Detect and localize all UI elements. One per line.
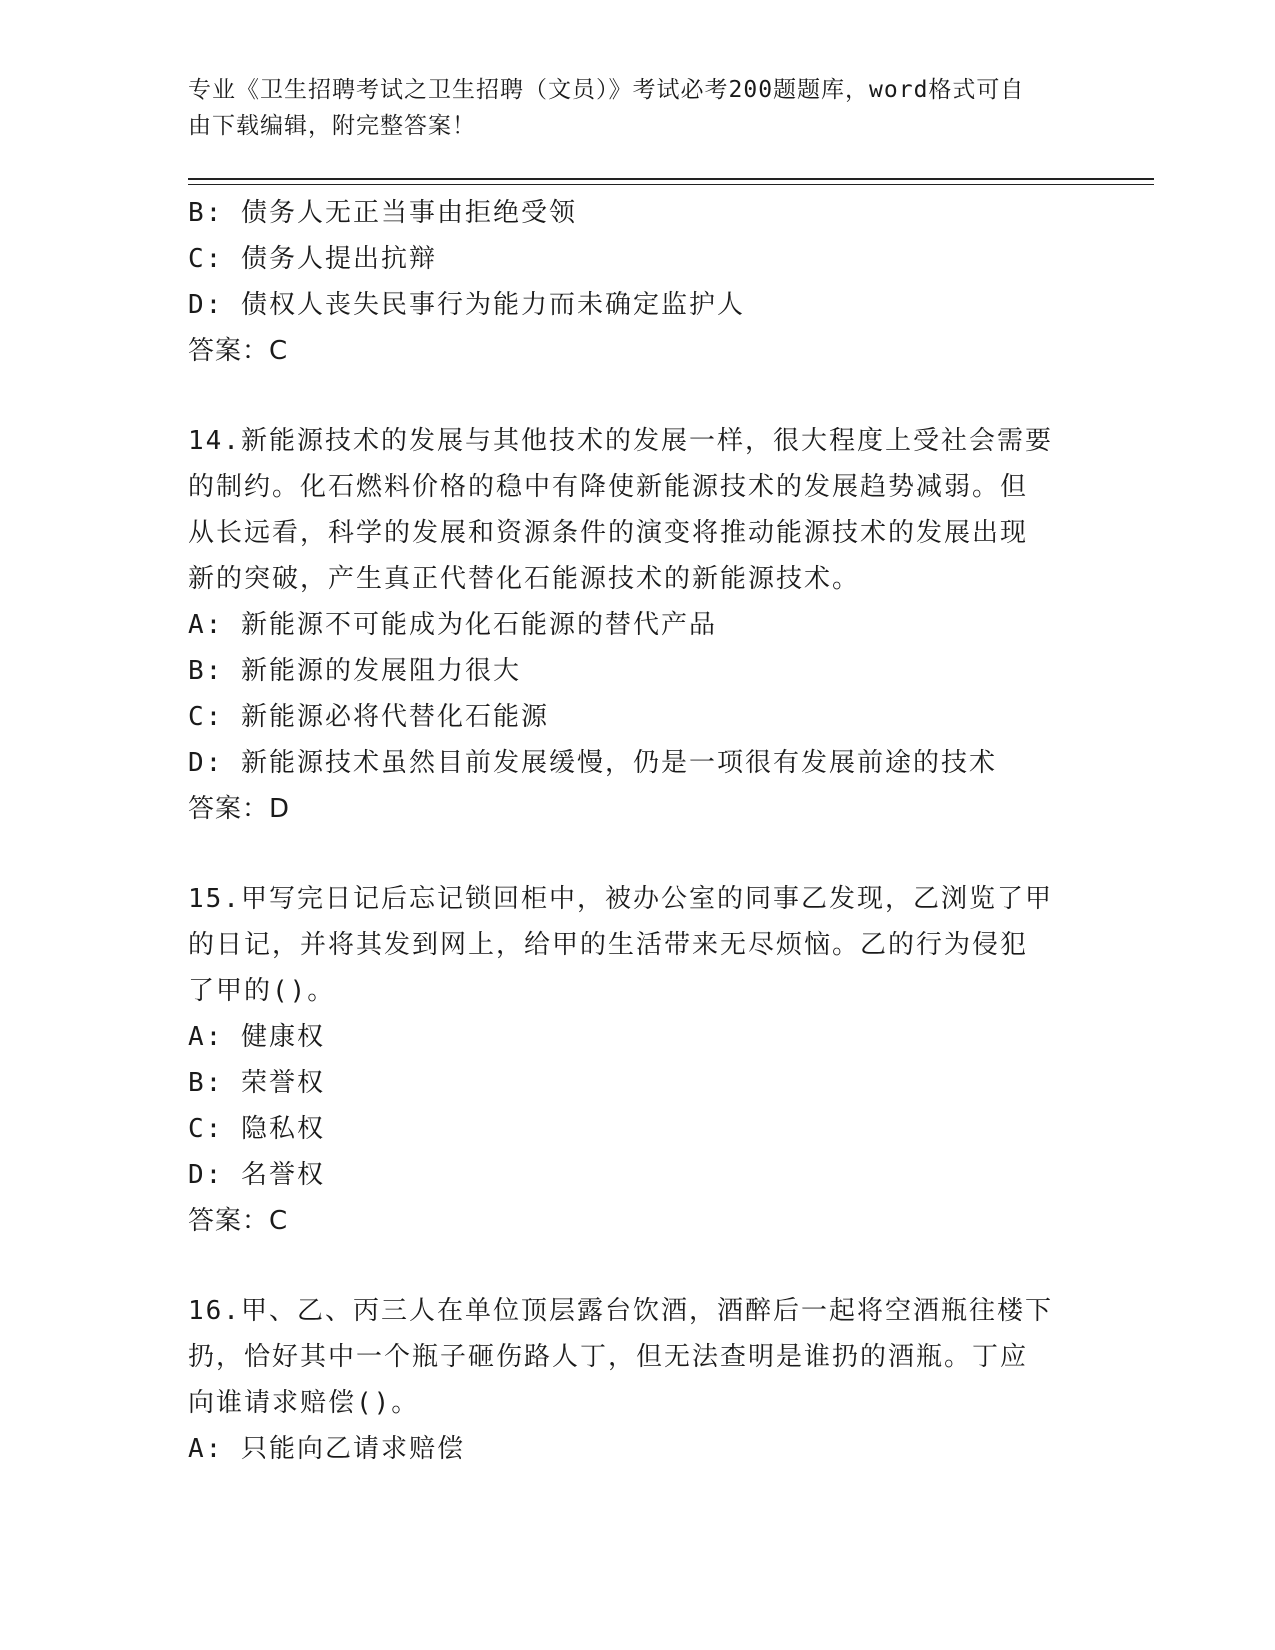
header-divider-thin xyxy=(188,184,1154,185)
option-c: C: 债务人提出抗辩 xyxy=(188,244,437,274)
question-spacer xyxy=(188,1244,1088,1288)
option-b: B: 新能源的发展阻力很大 xyxy=(188,656,521,686)
question-16 xyxy=(188,1288,1088,1472)
question-14 xyxy=(188,418,1088,832)
question-15 xyxy=(188,876,1088,1244)
header-line-1: 专业《卫生招聘考试之卫生招聘（文员）》考试必考200题题库，word格式可自 xyxy=(188,77,1025,103)
option-a: A: 只能向乙请求赔偿 xyxy=(188,1434,465,1464)
question-stem-line: 14.新能源技术的发展与其他技术的发展一样，很大程度上受社会需要 xyxy=(188,426,1053,456)
question-spacer xyxy=(188,374,1088,418)
option-a: A: 健康权 xyxy=(188,1022,325,1052)
question-stem-line: 新的突破，产生真正代替化石能源技术的新能源技术。 xyxy=(188,564,861,594)
option-d: D: 名誉权 xyxy=(188,1160,325,1190)
question-stem-line: 16.甲、乙、丙三人在单位顶层露台饮酒，酒醉后一起将空酒瓶往楼下 xyxy=(188,1296,1053,1326)
question-stem-line: 从长远看，科学的发展和资源条件的演变将推动能源技术的发展出现 xyxy=(188,518,1029,548)
question-stem-line: 向谁请求赔偿()。 xyxy=(188,1388,420,1418)
question-stem-line: 扔，恰好其中一个瓶子砸伤路人丁，但无法查明是谁扔的酒瓶。丁应 xyxy=(188,1342,1029,1372)
option-a: A: 新能源不可能成为化石能源的替代产品 xyxy=(188,610,717,640)
document-header xyxy=(188,72,1068,144)
option-b: B: 荣誉权 xyxy=(188,1068,325,1098)
option-d: D: 债权人丧失民事行为能力而未确定监护人 xyxy=(188,290,745,320)
header-divider-thick xyxy=(188,178,1154,180)
option-c: C: 新能源必将代替化石能源 xyxy=(188,702,549,732)
option-d: D: 新能源技术虽然目前发展缓慢，仍是一项很有发展前途的技术 xyxy=(188,748,997,778)
question-13-continued xyxy=(188,190,1088,374)
question-stem-line: 15.甲写完日记后忘记锁回柜中，被办公室的同事乙发现，乙浏览了甲 xyxy=(188,884,1053,914)
question-stem-line: 了甲的()。 xyxy=(188,976,336,1006)
question-stem-line: 的制约。化石燃料价格的稳中有降使新能源技术的发展趋势减弱。但 xyxy=(188,472,1029,502)
answer-line: 答案：C xyxy=(188,336,289,366)
question-spacer xyxy=(188,832,1088,876)
option-c: C: 隐私权 xyxy=(188,1114,325,1144)
question-content xyxy=(188,190,1088,1472)
question-stem-line: 的日记，并将其发到网上，给甲的生活带来无尽烦恼。乙的行为侵犯 xyxy=(188,930,1029,960)
answer-line: 答案：C xyxy=(188,1206,289,1236)
option-b: B: 债务人无正当事由拒绝受领 xyxy=(188,198,577,228)
header-line-2: 由下载编辑，附完整答案！ xyxy=(188,113,476,139)
answer-line: 答案：D xyxy=(188,794,291,824)
